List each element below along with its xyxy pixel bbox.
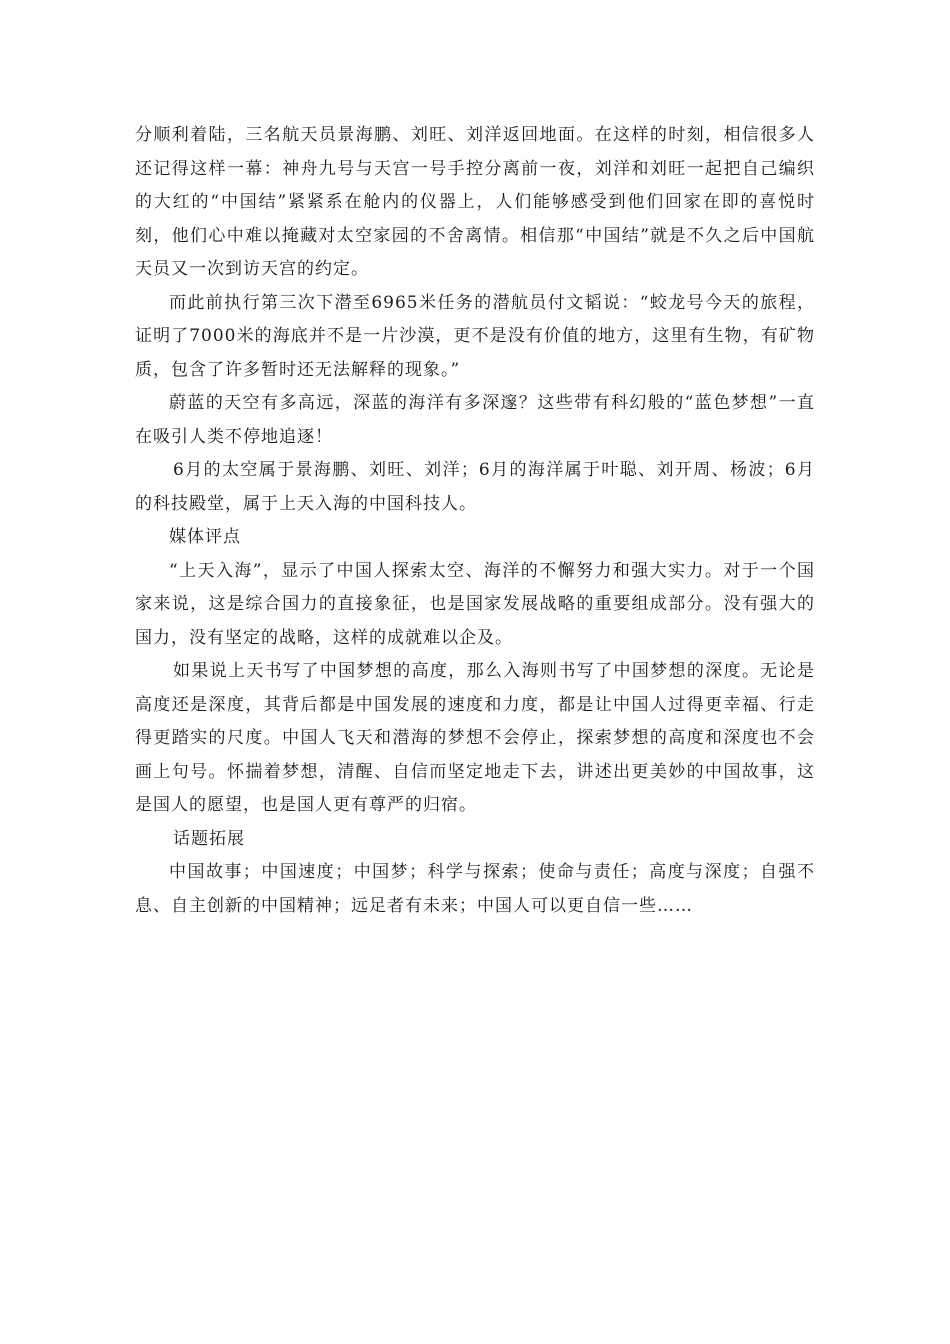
paragraph-blue-dream: 蔚蓝的天空有多高远，深蓝的海洋有多深邃？这些带有科幻般的“蓝色梦想”一直在吸引人类不停地追逐！ xyxy=(135,393,815,447)
section-heading-media: 媒体评点 xyxy=(169,527,241,547)
paragraph-jiaolong-quote: 而此前执行第三次下潜至6965米任务的潜航员付文韬说：“蛟龙号今天的旅程，证明了7000米的海底并不是一片沙漠，更不是没有价值的地方，这里有生物，有矿物质，包含了许多暂时还无法解释的现象。” xyxy=(135,292,815,380)
section-heading-topics: 话题拓展 xyxy=(173,828,245,849)
paragraph-media-2: 如果说上天书写了中国梦想的高度，那么入海则书写了中国梦想的深度。无论是高度还是深度，其背后都是中国发展的速度和力度，都是让中国人过得更幸福、行走得更踏实的尺度。中国人飞天和潜海的梦想不会停止，探索梦想的高度和深度也不会画上句号。怀揣着梦想，清醒、自信而坚定地走下去，讲述出更美妙的中国故事，这是国人的愿望，也是国人更有尊严的归宿。 xyxy=(135,661,815,815)
document-body xyxy=(135,119,815,923)
paragraph-june: 6月的太空属于景海鹏、刘旺、刘洋；6月的海洋属于叶聪、刘开周、杨波；6月的科技殿堂，属于上天入海的中国科技人。 xyxy=(135,460,815,514)
paragraph-media-1: “上天入海”，显示了中国人探索太空、海洋的不懈努力和强大实力。对于一个国家来说，这是综合国力的直接象征，也是国家发展战略的重要组成部分。没有强大的国力，没有坚定的战略，这样的成就难以企及。 xyxy=(135,560,815,648)
paragraph-topics: 中国故事；中国速度；中国梦；科学与探索；使命与责任；高度与深度；自强不息、自主创新的中国精神；远足者有未来；中国人可以更自信一些…… xyxy=(135,862,815,916)
paragraph-landing: 分顺利着陆，三名航天员景海鹏、刘旺、刘洋返回地面。在这样的时刻，相信很多人还记得这样一幕：神舟九号与天宫一号手控分离前一夜，刘洋和刘旺一起把自己编织的大红的“中国结”紧紧系在舱内的仪器上，人们能够感受到他们回家在即的喜悦时刻，他们心中难以掩藏对太空家园的不舍离情。相信那“中国结”就是不久之后中国航天员又一次到访天宫的约定。 xyxy=(135,125,815,279)
